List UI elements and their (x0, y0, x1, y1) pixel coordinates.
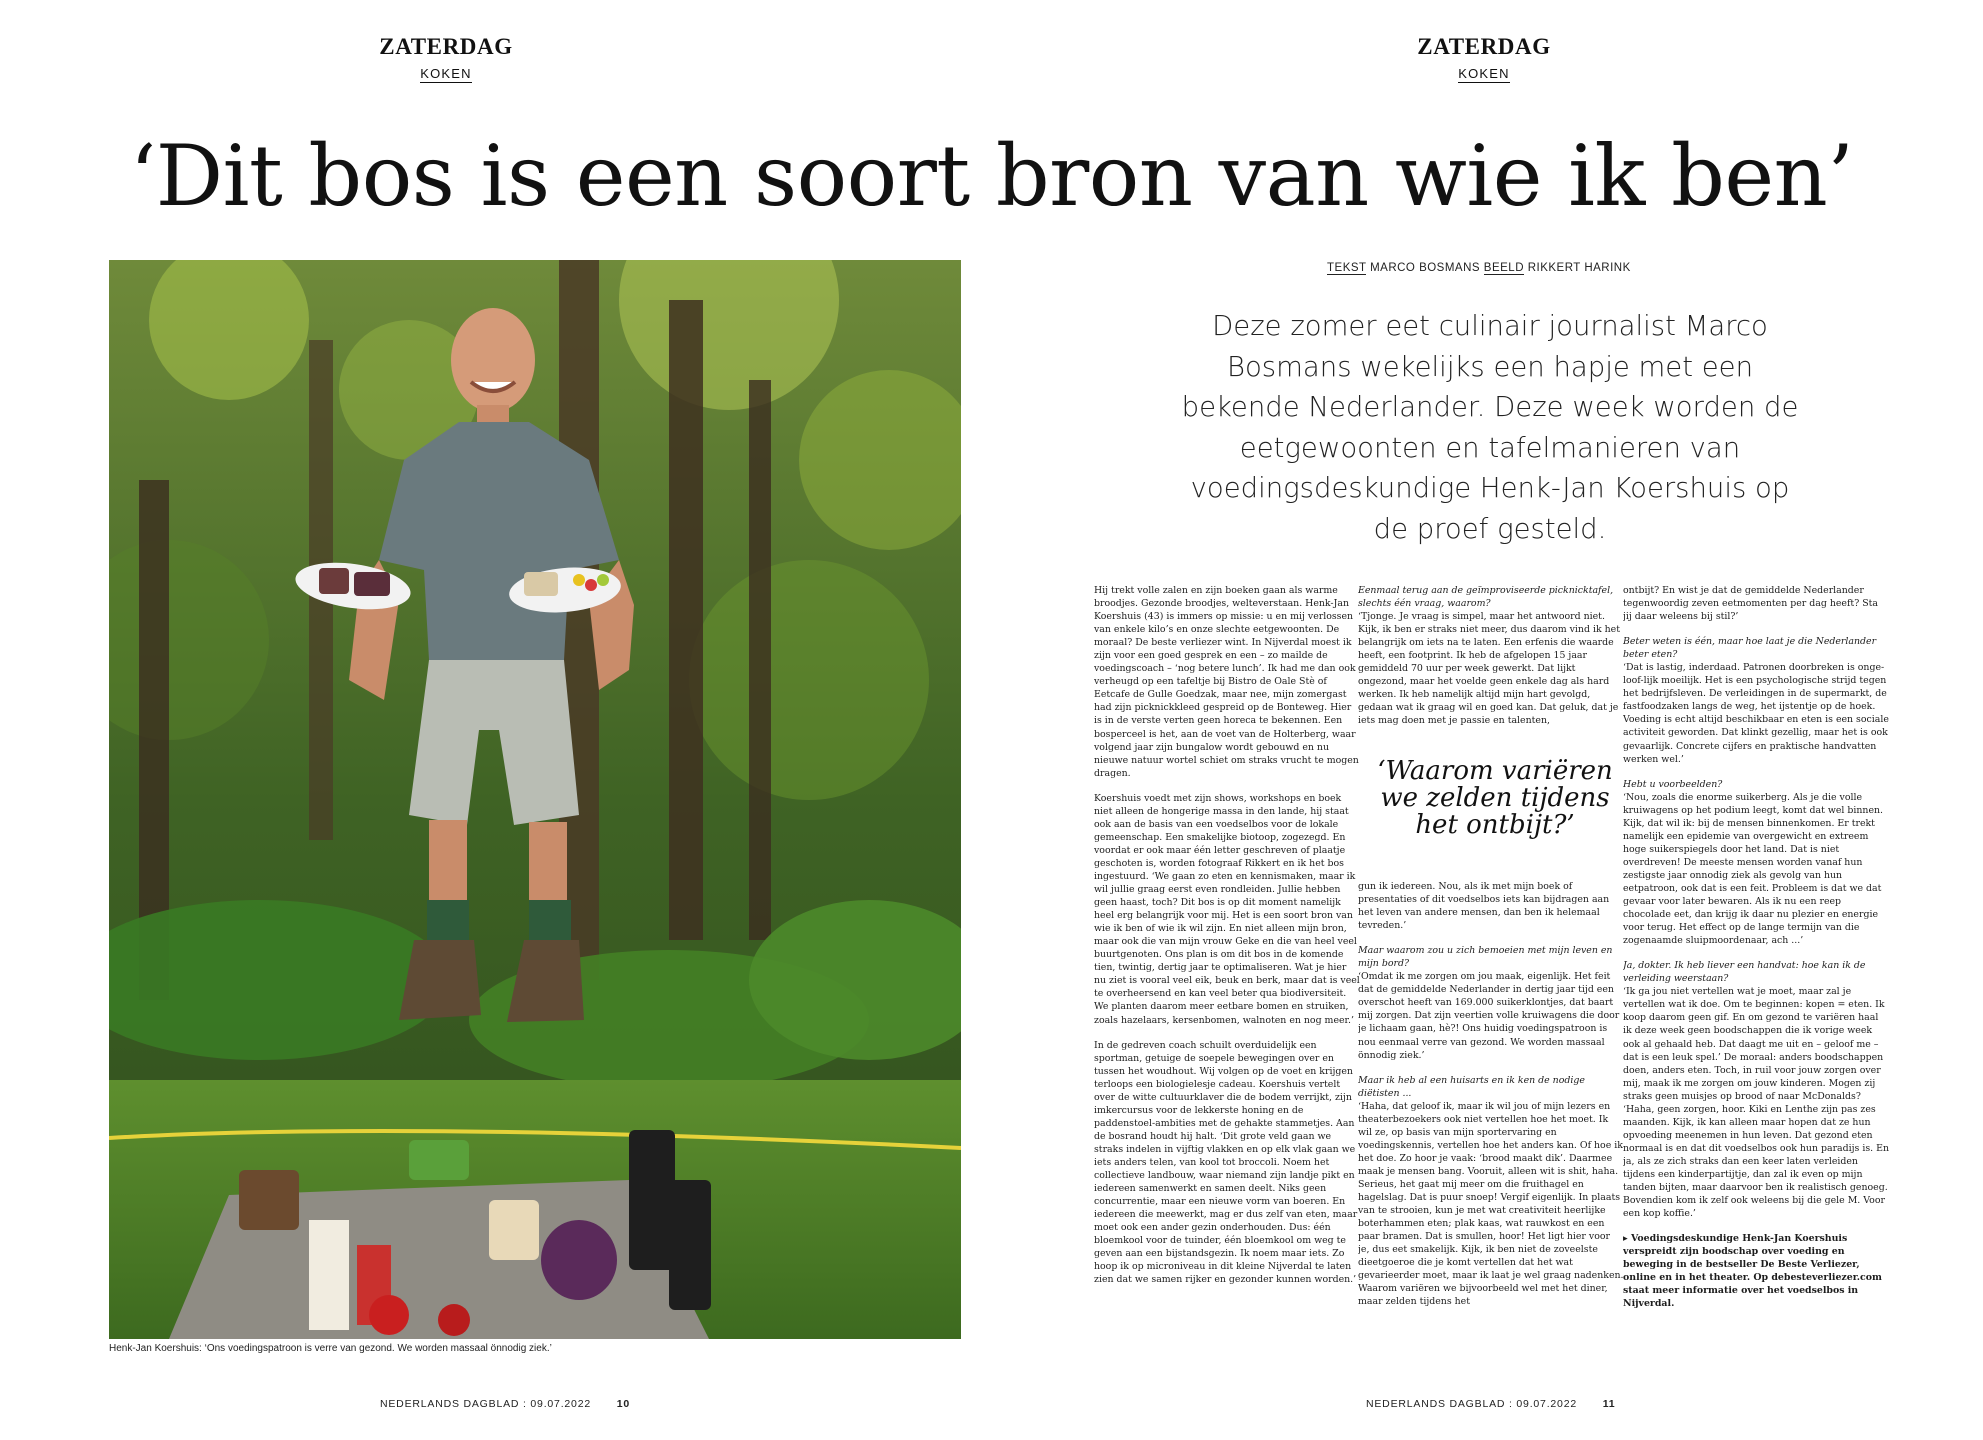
left-page-footer (380, 1398, 630, 1410)
byline (1327, 262, 1631, 274)
interview-answer: ‘Ik ga jou niet vertellen wat je moet, maar zal je vertellen wat ik doe. Om te beginnen: kopen = eten. Ik koop daarom geen gif. En om gezond te variëren haal ik deze week geen boodschappen die ik vorige week ook al gehaald heb. Dat daagt me uit en – geloof me – dat is een leuk spel.’ De moraal: anders boodschappen doen, anders eten. Toch, in ruil voor jouw zorgen over mij, maak ik me zorgen om jouw kinderen. Mogen zij straks geen muisjes op brood of naar McDonalds? ‘Haha, geen zorgen, hoor. Kiki en Lenthe zijn pas zes maanden. Kijk, ik kan alleen maar hopen dat ze hun opvoeding meenemen in hun leven. Dat gezond eten normaal is en dat dit voedselbos ook hun paradijs is. En ja, als ze zich straks dan een keer laten verleiden tijdens een kinderpartijtje, dan zal ik even op mijn tanden bijten, maar daarvoor ben ik realistisch genoeg. Bovendien kom ik zelf ook weleens bij die gele M. Voor een kop koffie.’ (1623, 986, 1889, 1220)
left-footer-paper: NEDERLANDS DAGBLAD : 09.07.2022 (380, 1398, 591, 1410)
byline-photo-label: BEELD (1483, 262, 1524, 274)
left-page-day: ZATERDAG (379, 34, 513, 59)
article-photo (109, 260, 961, 1339)
column-1-paragraph: Koershuis voedt met zijn shows, workshops en boek niet alleen de hongerige massa in den lande, hij staat ook aan de basis van een voedselbos voor de lokale gemeenschap. Een smakelijke biotoop, zogezegd. En voordat er ook maar één letter geschreven of plaatje geschoten is, worden fotograaf Rikkert en ik het bos ingestuurd. ‘We gaan zo eten en kennismaken, maar ik wil jullie graag eerst even rondleiden. Jullie hebben geen haast, toch? Dit bos is op dit moment namelijk heel erg belangrijk voor mij. Het is een soort bron van wie ik ben of wie ik wil zijn. En niet alleen mijn bron, maar ook die van mijn vrouw Geke en die van heel veel buurtgenoten. Ons plan is om dit bos in de komende tien, twintig, dertig jaar te optimaliseren. Wat je hier nu ziet is vooral veel eik, beuk en berk, maar dat is veel te overheersend en kan veel beter qua biodiversiteit. We planten daarom meer eetbare bomen en struiken, zoals hazelaars, kersenbomen, walnoten en nog meer.’ (1094, 792, 1360, 1026)
interview-answer: ‘Nou, zoals die enorme suikerberg. Als je die volle kruiwagens op het podium leegt, komt dat wel binnen. Kijk, dat wil ik: bij de mensen binnenkomen. Er trekt namelijk een epidemie van overgewicht en extreem hoge suikerspiegels door het land. Dat is niet overdreven! De meeste mensen worden vanaf hun zestigste jaar onnodig ziek als gevolg van hun eetpatroon, ook dat is een feit. Probleem is dat we dat gevaar voor later bewaren. Als ik nu een reep chocolade eet, dan krijg ik daar nu plezier en energie voor terug. Het effect op de lange termijn van die zogenaamde sluipmoordenaar, ach ...’ (1623, 791, 1884, 947)
photo-caption: Henk-Jan Koershuis: ‘Ons voedingspatroon is verre van gezond. We worden massaal önnodig ziek.’ (109, 1343, 552, 1354)
body-column-3 (1623, 584, 1889, 1360)
body-column-1 (1094, 584, 1360, 1360)
interview-answer: ‘Haha, dat geloof ik, maar ik wil jou of mijn lezers en theaterbezoekers ook niet vertellen hoe het moet. Ik wil ze, op basis van mijn sportervaring en voedingskennis, vertellen hoe het anders kan. Of hoe ik het doe. Zo hoor je vaak: ‘brood maakt dik’. Daarmee maak je mensen bang. Vooruit, alleen wit is shit, haha. Serieus, het gaat mij meer om die fruithagel en hagelslag. Dat is puur snoep! Vergif eigenlijk. In plaats van te strooien, kun je met wat creativiteit heerlijke boterhammen eten; plak kaas, wat rauwkost en een paar bramen. Dat is smullen, hoor! Het ligt hier voor je, dus eet smakelijk. Kijk, ik ben niet de zoveelste dieetgoeroe die je komt vertellen dat het wat gevarieerder moet, maar ik laat je wel graag nadenken. Waarom variëren we bijvoorbeeld wel met het diner, maar zelden tijdens het (1358, 1100, 1624, 1308)
interview-question: Maar waarom zou u zich bemoeien met mijn leven en mijn bord? (1358, 945, 1613, 970)
article-headline: ‘Dit bos is een soort bron van wie ik ben’ (129, 127, 1854, 225)
body-column-2-bottom (1358, 880, 1624, 1360)
closing-note: ▸ Voedingsdeskundige Henk-Jan Koershuis verspreidt zijn boodschap over voeding en beweging in de bestseller De Beste Verliezer, online en in het theater. Op debesteverliezer.com staat meer informatie over het voedselbos in Nijverdal. (1623, 1233, 1882, 1310)
interview-answer: ontbijt? En wist je dat de gemiddelde Nederlander tegenwoordig zeven eetmomenten per dag heeft? Sta jij daar weleens bij stil?’ (1623, 585, 1878, 623)
interview-answer: gun ik iedereen. Nou, als ik met mijn boek of presentaties of dit voedselbos iets kan bijdragen aan het leven van andere mensen, dan ben ik helemaal tevreden.’ (1358, 881, 1610, 932)
interview-question: Hebt u voorbeelden? (1623, 778, 1723, 790)
interview-answer: ‘Omdat ik me zorgen om jou maak, eigenlijk. Het feit dat de gemiddelde Nederlander in dertig jaar tijd een overschot heeft van 169.000 suikerklontjes, dat baart mij zorgen. Dat zijn veertien volle kruiwagens die door je lichaam gaan, hè?! Ons huidig voedingspatroon is nou eenmaal verre van gezond. We worden massaal önnodig ziek.’ (1358, 971, 1620, 1061)
right-page-footer (1366, 1398, 1615, 1410)
byline-text-label: TEKST (1327, 262, 1367, 274)
body-column-2-top (1358, 584, 1624, 734)
interview-question: Beter weten is één, maar hoe laat je die Nederlander beter eten? (1623, 636, 1877, 661)
right-page-header (1334, 34, 1634, 83)
byline-text-name: MARCO BOSMANS (1370, 262, 1481, 274)
interview-question: Maar ik heb al een huisarts en ik ken de nodige diëtisten ... (1358, 1074, 1585, 1099)
left-page-section: KOKEN (420, 66, 472, 81)
right-footer-paper: NEDERLANDS DAGBLAD : 09.07.2022 (1366, 1398, 1577, 1410)
right-page-section: KOKEN (1458, 66, 1510, 81)
left-page-header (296, 34, 596, 83)
column-1-paragraph: Hij trekt volle zalen en zijn boeken gaan als warme broodjes. Gezonde broodjes, welteverstaan. Henk-Jan Koershuis (43) is immers op missie: u en mij verlossen van enkele kilo’s en onze slechte eetgewoonten. De moraal? De beste verliezer wint. In Nijverdal moest ik zijn voor een goed gesprek en een – zo mailde de voedingscoach – ‘nog betere lunch’. Ik had me dan ook verheugd op een tafeltje bij Bistro de Oale Stè of Eetcafe de Gulle Goedzak, maar nee, mijn zomergast had zijn picknickkleed gespreid op de Bonteweg. Hier is in de verste verten geen horeca te bekennen. Een bosperceel is het, aan de voet van de Holterberg, waar volgend jaar zijn bungalow wordt gebouwd en nu nieuwe natuur wortel schiet om straks vrucht te mogen dragen. (1094, 585, 1359, 779)
right-footer-page-number: 11 (1602, 1398, 1616, 1410)
pull-quote: ‘Waarom variëren we zelden tijdens het ontbijt?’ (1377, 756, 1613, 840)
right-page-day: ZATERDAG (1417, 34, 1551, 59)
interview-question: Eenmaal terug aan de geïmproviseerde picknicktafel, slechts één vraag, waarom? (1358, 585, 1614, 610)
column-1-paragraph: In de gedreven coach schuilt overduidelijk een sportman, getuige de soepele bewegingen over en tussen het woudhout. Wij volgen op de voet en krijgen terloops een biologielesje cadeau. Koershuis vertelt over de witte cultuurklaver die de bodem verrijkt, zijn imkercursus voor de lekkerste honing en de paddenstoel-ambities met de gehakte stammetjes. Aan de bosrand houdt hij halt. ‘Dit grote veld gaan we straks indelen in vijftig vlakken en op elk vlak gaan we iets anders telen, van kool tot broccoli. Noem het collectieve landbouw, waar niemand zijn landje pikt en iedereen samenwerkt en samen deelt. Niks geen concurrentie, maar een nieuwe vorm van boeren. En iedereen die meewerkt, mag er dus zelf van eten, maar moet ook een ander gezin onderhouden. Dus: één bloemkool voor de tuinder, één bloemkool om weg te geven aan een bijstandsgezin. Ik noem maar iets. Zo hoop ik op microniveau in dit kleine Nijverdal te laten zien dat we samen rijker en gezonder kunnen worden.’ (1094, 1039, 1358, 1286)
interview-question: Ja, dokter. Ik heb liever een handvat: hoe kan ik de verleiding weerstaan? (1623, 960, 1866, 985)
interview-answer: ‘Tjonge. Je vraag is simpel, maar het antwoord niet. Kijk, ik ben er straks niet meer, dus daarom vind ik het belangrijk om iets na te laten. Een erfenis die waarde heeft, een footprint. Ik heb de afgelopen 15 jaar gemiddeld 70 uur per week gewerkt. Dat lijkt ongezond, maar het voelde geen enkele dag als hard werken. Ik heb namelijk altijd mijn hart gevolgd, gedaan wat ik graag wil en goed kan. Dat geluk, dat je iets mag doen met je passie en talenten, (1358, 611, 1620, 727)
byline-photo-name: RIKKERT HARINK (1527, 262, 1631, 274)
left-footer-page-number: 10 (616, 1398, 630, 1410)
interview-answer: ‘Dat is lastig, inderdaad. Patronen doorbreken is onge-loof-lijk moeilijk. Het is een psychologische strijd tegen het bedrijfsleven. De verleidingen in de supermarkt, de fastfoodzaken langs de weg, het ijstentje op de hoek. Voeding is echt altijd beschikbaar en eten is een sociale activiteit geworden. Dat klinkt gezellig, maar het is ook gevaarlijk. Concrete cijfers en praktische handvatten werken wel.’ (1623, 662, 1889, 765)
intro-lead: Deze zomer eet culinair journalist Marco Bosmans wekelijks een hapje met een bekende Nederlander. Deze week worden de eetgewoonten en tafelmanieren van voedingsdeskundige Henk-Jan Koershuis op de proef gesteld. (1181, 310, 1799, 545)
